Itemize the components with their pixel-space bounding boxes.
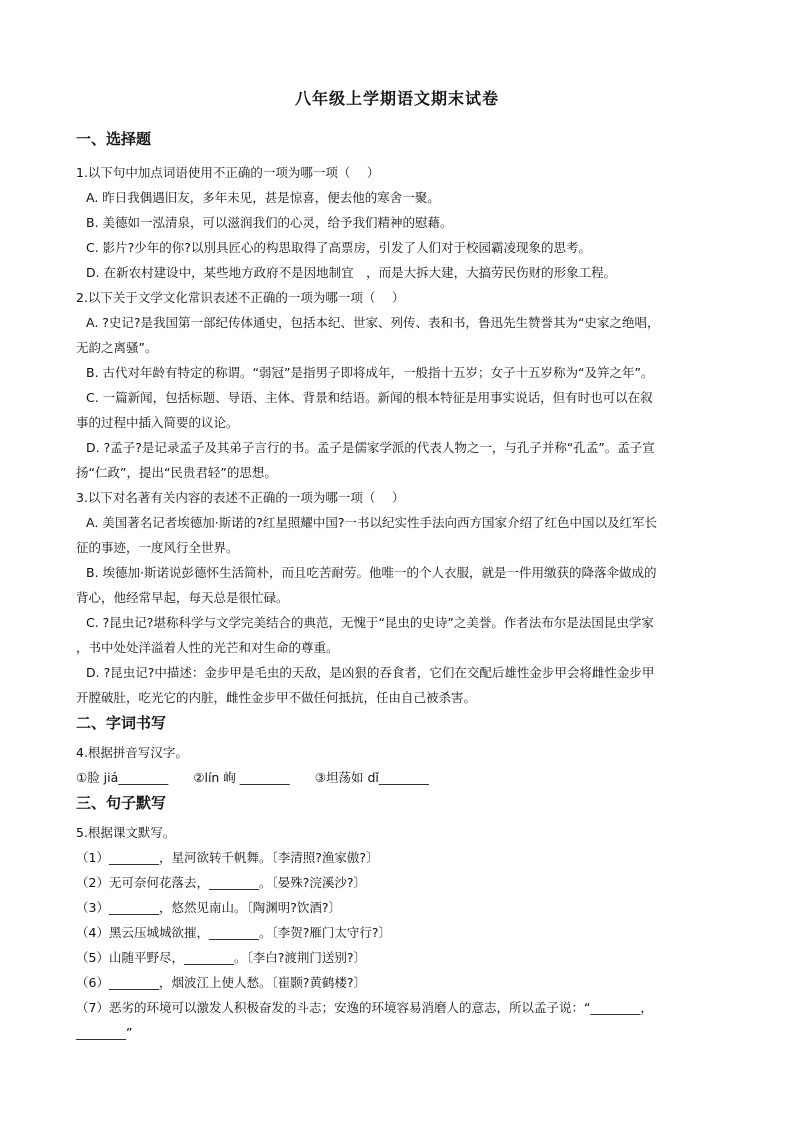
option-c: C. ?昆虫记?堪称科学与文学完美结合的典范，无愧于“昆虫的史诗”之美誉。作者法布尔是法国昆虫学家 (86, 615, 654, 630)
option-d: D. ?孟子?是记录孟子及其弟子言行的书。孟子是儒家学派的代表人物之一，与孔子并称“孔孟”。孟子宣 (86, 440, 655, 455)
recitation-line-cont: ________” (76, 1025, 133, 1040)
question-stem: 1.以下句中加点词语使用不正确的一项为哪一项（ ） (76, 165, 380, 180)
recitation-line: （4）黑云压城城欲摧，________。〔李贺?雁门太守行?〕 (76, 925, 391, 940)
question-stem: 5.根据课文默写。 (76, 825, 176, 840)
section-heading: 一、选择题 (76, 130, 152, 148)
question-stem: 2.以下关于文学文化常识表述不正确的一项为哪一项（ ） (76, 290, 405, 305)
option-c: C. 影片?少年的你?以別具匠心的构思取得了高票房，引发了人们对于校园霸凌现象的思考。 (86, 240, 591, 255)
option-c-cont: 事的过程中插入简要的议论。 (76, 415, 239, 430)
option-d-cont: 开膛破肚，吃光它的内脏，雌性金步甲不做任何抵抗，任由自己被杀害。 (76, 690, 477, 705)
option-a: A. ?史记?是我国第一部纪传体通史，包括本纪、世家、列传、表和书，鲁迅先生赞誉其为“史家之绝唱， (86, 315, 660, 330)
option-a: A. 昨日我偶遇旧友，多年未见，甚是惊喜，便去他的寒舍一聚。 (86, 190, 440, 205)
option-c: C. 一篇新闻，包括标题、导语、主体、背景和结语。新闻的根本特征是用事实说话，但有时也可以在叙 (86, 390, 653, 405)
option-d: D. ?昆虫记?中描述：金步甲是毛虫的天敌，是凶狠的吞食者，它们在交配后雄性金步甲会将雌性金步甲 (86, 665, 655, 680)
page-title: 八年级上学期语文期末试卷 (294, 89, 499, 108)
option-c-cont: ，书中处处洋溢着人性的光芒和对生命的尊重。 (76, 640, 339, 655)
recitation-line: （7）恶劣的环境可以激发人积极奋发的斗志；安逸的环境容易消磨人的意志，所以孟子说：“________， (76, 1000, 653, 1015)
exam-content (76, 126, 720, 1045)
section-heading: 二、字词书写 (76, 714, 167, 732)
recitation-line: （1）________，星河欲转千帆舞。〔李清照?渔家傲?〕 (76, 850, 379, 865)
section-heading: 三、句子默写 (76, 794, 167, 812)
option-b: B. 古代对年龄有特定的称谓。“弱冠”是指男子即将成年，一般指十五岁；女子十五岁称为“及笄之年”。 (86, 365, 654, 380)
recitation-line: （2）无可奈何花落去，________。〔晏殊?浣溪沙?〕 (76, 875, 366, 890)
option-b-cont: 背心，他经常早起，每天总是很忙碌。 (76, 590, 289, 605)
option-a-cont: 征的事迹，一度风行全世界。 (76, 540, 239, 555)
recitation-line: （6）________，烟波江上使人愁。〔崔颢?黄鹤楼?〕 (76, 975, 366, 990)
option-d: D. 在新农村建设中，某些地方政府不是因地制宜 ，而是大拆大建，大搞劳民伤财的形象工程。 (86, 265, 617, 280)
option-a: A. 美国著名记者埃德加·斯诺的?红星照耀中国?一书以纪实性手法向西方国家介绍了红色中国以及红军长 (86, 515, 658, 530)
option-a-cont: 无韵之离骚”。 (76, 340, 158, 355)
question-stem: 4.根据拼音写汉字。 (76, 745, 188, 760)
option-b: B. 美德如一泓清泉，可以滋润我们的心灵，给予我们精神的慰藉。 (86, 215, 453, 230)
pinyin-blanks: ①脸 jiá________ ②lín 峋 ________ ③坦荡如 dǐ________ (76, 770, 429, 785)
question-stem: 3.以下对名著有关内容的表述不正确的一项为哪一项（ ） (76, 490, 405, 505)
option-d-cont: 扬“仁政”，提出“民贵君轻”的思想。 (76, 465, 277, 480)
option-b: B. 埃德加·斯诺说彭德怀生活简朴，而且吃苦耐劳。他唯一的个人衣服，就是一件用缴获的降落伞做成的 (86, 565, 657, 580)
recitation-line: （5）山随平野尽，________。〔李白?渡荆门送别?〕 (76, 950, 366, 965)
recitation-line: （3）________，悠然见南山。〔陶渊明?饮酒?〕 (76, 900, 341, 915)
